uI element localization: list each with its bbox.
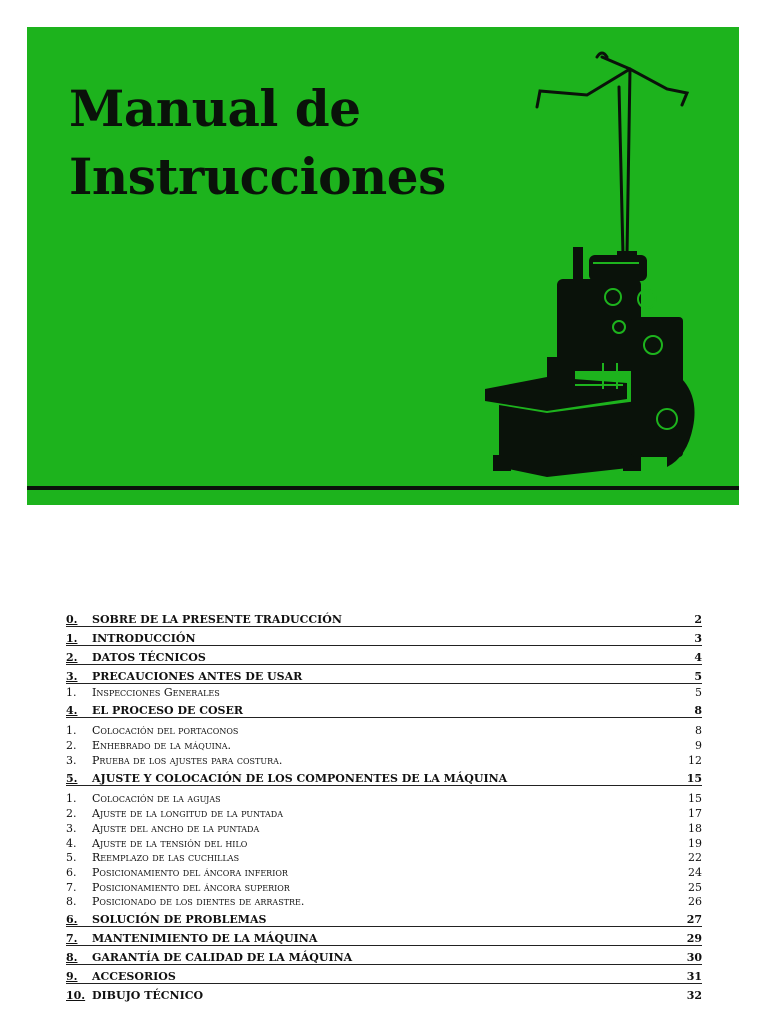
toc-page-number: 5 [695,685,702,699]
toc-section-row[interactable] [66,791,702,806]
toc-label: Posicionado de los dientes de arrastre. [92,895,305,909]
toc-page-number: 5 [694,670,702,683]
toc-number: 4. [66,703,78,717]
toc-section-row[interactable] [66,737,702,752]
sewing-machine-icon [27,27,739,505]
toc-number: 10. [66,989,86,1003]
toc-number: 9. [66,970,78,984]
toc-page-number: 24 [688,865,702,879]
toc-page-number: 12 [688,753,702,767]
toc-page-number: 19 [688,836,702,850]
toc-number: 2. [66,807,77,821]
toc-chapter-row[interactable] [66,646,702,665]
toc-page-number: 4 [694,651,702,664]
toc-label: Ajuste de la longitud de la puntada [92,807,283,821]
toc-chapter-row[interactable] [66,984,702,1002]
toc-number: 1. [66,632,78,645]
toc-page-number: 32 [686,989,702,1003]
toc-number: 7. [66,932,78,946]
cover-panel [27,27,739,505]
toc-page-number: 31 [686,970,702,984]
toc-label: DIBUJO TÉCNICO [92,989,204,1003]
title-line-1: Manual de [69,79,361,138]
toc-number: 2. [66,739,77,753]
toc-number: 7. [66,880,77,894]
toc-page-number: 8 [694,703,702,717]
toc-page-number: 18 [688,821,702,835]
toc-label: Colocación de la agujas [92,792,221,806]
toc-number: 5. [66,851,77,865]
toc-chapter-row[interactable] [66,699,702,718]
toc-page-number: 29 [686,932,702,946]
toc-label: MANTENIMIENTO DE LA MÁQUINA [92,932,318,946]
toc-section-row[interactable] [66,752,702,767]
toc-page-number: 8 [695,724,702,738]
toc-number: 8. [66,895,77,909]
toc-label: SOLUCIÓN DE PROBLEMAS [92,913,267,927]
toc-label: INTRODUCCIÓN [92,632,196,645]
toc-label: EL PROCESO DE COSER [92,703,243,717]
toc-label: Ajuste del ancho de la puntada [92,821,260,835]
toc-chapter-row[interactable] [66,767,702,786]
toc-section-row[interactable] [66,805,702,820]
toc-label: Ajuste de la tensión del hilo [92,836,248,850]
toc-section-row[interactable] [66,850,702,865]
toc-number: 1. [66,792,77,806]
toc-label: Enhebrado de la máquina. [92,739,232,753]
toc-number: 2. [66,651,78,664]
table-of-contents [66,608,702,1002]
toc-label: Reemplazo de las cuchillas [92,851,240,865]
toc-page-number: 30 [686,951,702,965]
toc-number: 3. [66,753,77,767]
toc-label: DATOS TÉCNICOS [92,651,206,664]
toc-section-row[interactable] [66,684,702,699]
toc-label: Posicionamiento del áncora inferior [92,865,288,879]
toc-section-row[interactable] [66,894,702,909]
toc-section-row[interactable] [66,723,702,738]
cover-bottom-rule [27,486,739,490]
toc-label: Colocación del portaconos [92,724,239,738]
toc-chapter-row[interactable] [66,965,702,984]
toc-label: PRECAUCIONES ANTES DE USAR [92,670,303,683]
toc-page-number: 26 [688,895,702,909]
toc-chapter-row[interactable] [66,908,702,927]
toc-number: 5. [66,771,78,785]
toc-chapter-row[interactable] [66,946,702,965]
toc-label: Prueba de los ajustes para costura. [92,753,283,767]
toc-section-row[interactable] [66,835,702,850]
toc-number: 8. [66,951,78,965]
toc-label: ACCESORIOS [92,970,176,984]
toc-label: AJUSTE Y COLOCACIÓN DE LOS COMPONENTES DE LA MÁQUINA [92,771,508,785]
toc-section-row[interactable] [66,820,702,835]
toc-page-number: 25 [688,880,702,894]
title-line-2: Instrucciones [69,147,446,206]
toc-number: 1. [66,724,77,738]
toc-number: 4. [66,836,77,850]
toc-label: GARANTÍA DE CALIDAD DE LA MÁQUINA [92,951,353,965]
toc-page-number: 3 [694,632,702,645]
toc-page-number: 27 [686,913,702,927]
toc-number: 1. [66,685,77,699]
toc-label: SOBRE DE LA PRESENTE TRADUCCIÓN [92,613,342,626]
toc-page-number: 17 [688,807,702,821]
toc-number: 6. [66,865,77,879]
toc-page-number: 15 [688,792,702,806]
toc-label: Inspecciones Generales [92,685,220,699]
toc-page-number: 2 [694,613,702,626]
toc-page-number: 22 [688,851,702,865]
toc-chapter-row[interactable] [66,627,702,646]
toc-page-number: 15 [686,771,702,785]
toc-section-row[interactable] [66,879,702,894]
toc-section-row[interactable] [66,864,702,879]
toc-number: 0. [66,613,78,626]
toc-label: Posicionamiento del áncora superior [92,880,290,894]
toc-chapter-row[interactable] [66,665,702,684]
toc-number: 6. [66,913,78,927]
toc-chapter-row[interactable] [66,927,702,946]
toc-chapter-row[interactable] [66,608,702,627]
toc-number: 3. [66,821,77,835]
toc-number: 3. [66,670,78,683]
toc-page-number: 9 [695,739,702,753]
